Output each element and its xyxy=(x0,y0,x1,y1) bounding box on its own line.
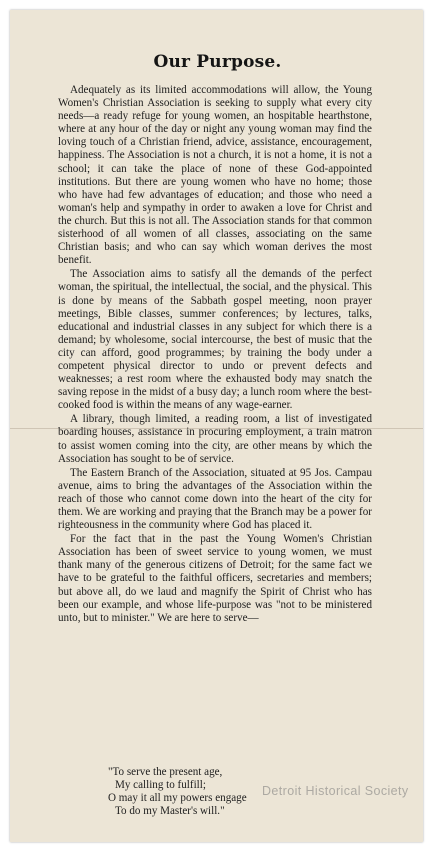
paragraph: For the fact that in the past the Young Women's Christian Association has been of sweet service to young women, we must thank many of the generous citizens of Detroit; for the same fact we have to be grateful to the faithful officers, secretaries and members; but above all, do we laud and magnify the Spirit of Christ who has been our example, and whose life-purpose was "not to be ministered unto, but to minister." We are here to serve— xyxy=(58,533,372,624)
verse-line: My calling to fulfill; xyxy=(115,779,206,792)
paragraph: Adequately as its limited accommodations will allow, the Young Women's Christian Association is seeking to supply what every city needs—a ready refuge for young women, an hospitable hearthstone, where at any hour of the day or night any young woman may find the loving touch of a Christian friend, advice, assistance, encouragement, happiness. The Association is not a church, it is not a home, it is not a school; it can take the place of none of these God-appointed institutions. But there are young women who have no home; those who have had few advantages of education; and those who need a woman's help and sympathy in order to awaken a love for Christ and the church. But this is not all. The Association stands for that common sisterhood of all women of all classes, associating on the same Christian basis; and who can say which woman derives the most benefit. xyxy=(58,84,372,267)
document-title: Our Purpose. xyxy=(153,52,282,72)
paragraph: The Eastern Branch of the Association, situated at 95 Jos. Campau avenue, aims to bring the advantages of the Association within the reach of those who cannot come down into the heart of the city for them. We are working and praying that the Branch may be a power for righteousness in the community where God has placed it. xyxy=(58,466,372,532)
hymn-verse xyxy=(108,766,247,818)
paragraph: The Association aims to satisfy all the demands of the perfect woman, the spiritual, the intellectual, the social, and the physical. This is done by means of the Sabbath gospel meeting, noon prayer meetings, Bible classes, summer conferences; by lectures, talks, educational and industrial classes in any subject for which there is a demand; by wholesome, social intercourse, the best of music that the city can afford, good programmes; by training the body under a competent physical director to undo or prevent defects and weaknesses; a rest room where the exhausted body may snatch the saving repose in the midst of a busy day; a lunch room where the best-cooked food is within the means of any wage-earner. xyxy=(58,268,372,412)
watermark-text: Detroit Historical Society xyxy=(262,784,409,798)
document-body xyxy=(58,84,372,626)
paragraph: A library, though limited, a reading room, a list of investigated boarding houses, assistance in procuring employment, a train matron to assist women coming into the city, are other means by which the Association has sought to be of service. xyxy=(58,413,372,465)
verse-line: To do my Master's will." xyxy=(115,805,225,818)
verse-line: "To serve the present age, xyxy=(108,766,223,778)
verse-line: O may it all my powers engage xyxy=(108,792,247,805)
